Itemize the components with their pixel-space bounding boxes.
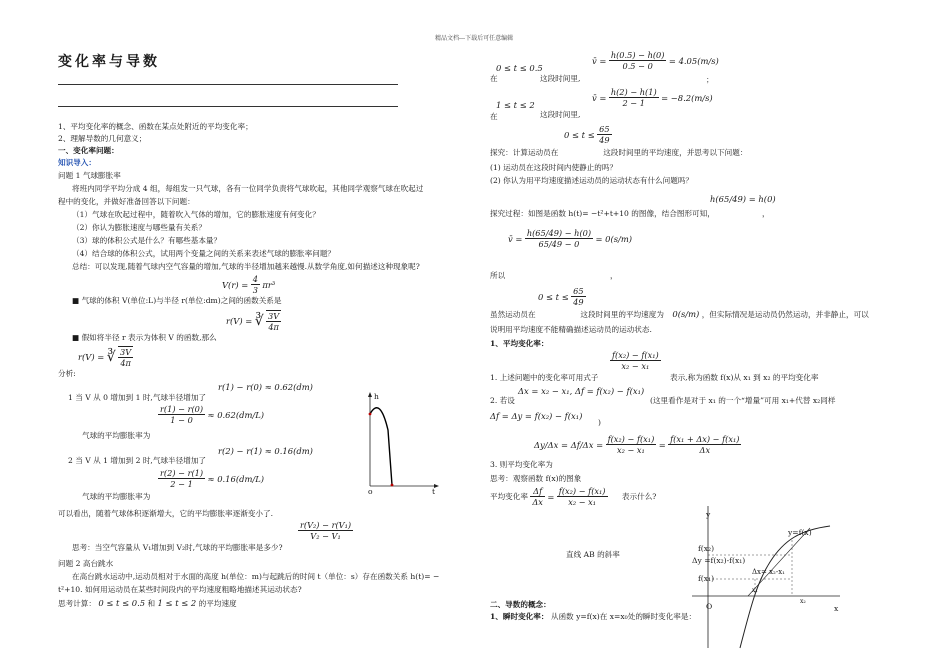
def-2-close: ) [598, 418, 601, 427]
def-3-formula [534, 434, 741, 456]
title-rule-2 [58, 106, 398, 107]
r-period-2: 这段时间里, [540, 110, 581, 119]
vbar-formula [508, 228, 632, 250]
explore-process: 探究过程：如图是函数 h(t)= −t²+t+10 的图像，结合图形可知， [490, 209, 715, 218]
velocity-2-fraction [609, 87, 659, 109]
instant-tail: 从函数 y=f(x)在 x=x₀处的瞬时变化率是： [550, 612, 697, 621]
so-comma: ， [610, 271, 618, 280]
though-range-fraction [571, 286, 585, 308]
radius-formula-2-fraction [118, 346, 133, 369]
section-heading-1: 一、变化率问题： [58, 146, 119, 155]
fraction-numerator: 65 [573, 286, 584, 296]
fraction-numerator: f(x₂) − f(x₁) [558, 486, 606, 496]
radius-formula-fraction [266, 310, 281, 333]
volume-formula-tail: πr³ [262, 279, 276, 290]
fig-label-fx1: f(x₁) [698, 574, 715, 583]
analysis-step-1-rate: 气球的平均膨胀率为 [82, 431, 151, 440]
vbar-lhs: v̄ = [508, 233, 523, 244]
r-range-2: 1 ≤ t ≤ 2 [496, 100, 535, 110]
avg-rate-fraction [557, 486, 608, 508]
fig-secant [748, 528, 810, 596]
problem-1-line-1: 将班内同学平均分成 4 组，每组发一只气球，各有一位同学负责将气球吹起，其他同学观察气球在吹起过 [72, 184, 424, 193]
though-range [538, 286, 586, 308]
fraction-denominator: 49 [599, 135, 610, 146]
problem-1-title: 问题 1 气球膨胀率 [58, 171, 121, 180]
def-1-pre: 1. 上述问题中的变化率可用式子 [490, 373, 599, 382]
def-2-tail: (这里看作是对于 x₁ 的一个“增量”可用 x₁+代替 x₂同样 [650, 396, 836, 405]
avg-rate-dfdx [530, 486, 545, 508]
volume-formula-lhs: V(r) = [222, 279, 249, 290]
fraction-numerator: h(2) − h(1) [610, 87, 657, 97]
fig-label-fx2: f(x₂) [698, 544, 715, 553]
radius-formula [226, 310, 281, 333]
def-3-label: 3. 则平均变化率为 [490, 460, 553, 469]
fraction-denominator: 3 [252, 285, 258, 296]
graph-point-start [369, 413, 372, 416]
velocity-1-lhs: v̄ = [592, 55, 607, 66]
question-1: （1）气球在吹起过程中，随着吹入气体的增加，它的膨胀速度有何变化？ [72, 210, 320, 219]
r-range-3-fraction [597, 124, 611, 146]
section-derivative: 二、导数的概念： [490, 600, 551, 609]
fraction-numerator: f(x₂) − f(x₁) [607, 434, 655, 444]
r-range-1: 0 ≤ t ≤ 0.5 [496, 63, 543, 73]
fraction-denominator: x₂ − x₁ [568, 497, 597, 508]
r-in-2: 在 [490, 112, 498, 121]
think-calc-line [58, 598, 237, 609]
def-2-expr: Δx = x₂ − x₁, Δf = f(x₂) − f(x₁) [518, 386, 645, 396]
def-3-equals: = [658, 439, 666, 450]
fig-label-dx: Δx= x₂-x₁ [752, 568, 785, 576]
graph-point-end [391, 484, 394, 487]
page-title: 变化率与导数 [58, 54, 160, 70]
vbar-fraction [525, 228, 593, 250]
analysis-step-2-expr: r(2) − r(1) ≈ 0.16(dm) [218, 446, 313, 456]
fraction-numerator: r(V₂) − r(V₁) [300, 520, 352, 530]
fraction-numerator: h(65/49) − h(0) [526, 228, 592, 238]
volume-formula-fraction [251, 274, 260, 296]
volume-formula [222, 274, 275, 296]
jump-height-graph [362, 390, 442, 500]
avg-rate-label: 平均变化率 [490, 492, 528, 501]
fraction-numerator: f(x₂) − f(x₁) [612, 350, 659, 360]
radius-formula-2 [78, 346, 133, 369]
def-2-pre: 2. 若设 [490, 396, 515, 405]
fraction-denominator: 2 − 1 [622, 98, 645, 109]
fraction-denominator: 0.5 − 0 [622, 61, 653, 72]
fraction-numerator: f(x₁ + Δx) − f(x₁) [670, 434, 740, 444]
question-2: （2）你认为膨胀速度与哪些量有关系？ [72, 223, 206, 232]
fraction-numerator: r(1) − r(0) [160, 404, 204, 414]
graph-curve [370, 408, 392, 485]
vbar-value: = 0(s/m) [595, 233, 633, 244]
def-3-right-fraction [668, 434, 741, 456]
bullet-radius-function: ■ 假如将半径 r 表示为体积 V 的函数,那么 [72, 333, 217, 342]
r-in-1: 在 [490, 74, 498, 83]
radius-formula-lhs: r(V) = [226, 316, 253, 326]
rate-1-value: ≈ 0.62(dm/L) [207, 409, 265, 420]
problem-2-line-2: t²+10. 如何用运动员在某些时间段内的平均速度粗略地描述其运动状态? [58, 585, 302, 594]
problem-2-title: 问题 2 高台跳水 [58, 559, 114, 568]
intro-label: 知识导入： [58, 158, 96, 167]
graph-label-o: o [368, 487, 373, 496]
explore-question-1: (1) 运动员在这段时间内使静止的吗？ [490, 163, 618, 172]
def-3-lhs: Δy/Δx = Δf/Δx = [534, 439, 604, 450]
summary-text: 总结：可以发现,随着气球内空气容量的增加,气球的半径增加越来越慢.从数学角度,如何描述这种现象呢? [72, 262, 420, 271]
avg-rate-equals: = [547, 491, 555, 502]
graph-label-h: h [374, 392, 379, 401]
avg-rate-line [490, 486, 656, 508]
def-1-tail: 表示,称为函数 f(x)从 x₁ 到 x₂ 的平均变化率 [670, 373, 819, 382]
cube-root-icon: ∛ [254, 312, 264, 329]
velocity-1-formula [592, 50, 719, 72]
r-range-3 [564, 124, 612, 146]
observation-text: 可以看出，随着气球体积逐渐增大，它的平均膨胀率逐渐变小了. [58, 509, 274, 518]
graph-label-t: t [432, 487, 436, 496]
fraction-denominator: 2 − 1 [170, 479, 193, 490]
think-calc-range-2: 1 ≤ t ≤ 2 [157, 598, 197, 608]
rate-2-value: ≈ 0.16(dm/L) [207, 473, 265, 484]
problem-2-line-1: 在高台跳水运动中,运动员相对于水面的高度 h(单位：m)与起跳后的时间 t（单位：s）存在函数关系 h(t)= − [72, 572, 440, 581]
r-semicolon: ； [706, 75, 714, 84]
avg-rate-what: 表示什么? [621, 492, 657, 501]
bullet-volume-relation: ■ 气球的体积 V(单位:L)与半径 r(单位:dm)之间的函数关系是 [72, 296, 282, 305]
fig-label-x2: x₂ [800, 598, 806, 605]
think-calc-tail: 的平均速度 [198, 599, 237, 608]
slope-text: 直线 AB 的斜率 [566, 550, 620, 559]
explore-line [490, 148, 747, 157]
instant-label: 1、瞬时变化率： [490, 612, 549, 621]
r-range-3-pre: 0 ≤ t ≤ [564, 129, 595, 140]
think-calc-label: 思考计算： [58, 599, 96, 608]
fig-label-x1: x₁ [752, 587, 758, 594]
objective-1: 1、平均变化率的概念、函数在某点处附近的平均变化率； [58, 122, 253, 131]
though-mid: 这段时间里的平均速度为 [580, 310, 664, 319]
fraction-denominator: 4π [120, 358, 131, 369]
fraction-denominator: Δx [699, 445, 711, 456]
question-4: （4）结合球的体积公式，试用两个变量之间的关系来表述气球的膨胀率问题？ [72, 249, 336, 258]
fraction-numerator: 3V [120, 347, 132, 357]
fraction-numerator: 65 [599, 124, 610, 134]
instant-line [490, 612, 696, 621]
analysis-step-1: 1 当 V 从 0 增加到 1 时,气球半径增加了 [68, 393, 207, 402]
explore-question-2: (2) 你认为用平均速度描述运动员的运动状态有什么问题吗？ [490, 176, 694, 185]
fig-label-y: y [706, 510, 711, 519]
title-rule-1 [58, 84, 398, 85]
fraction-denominator: x₂ − x₁ [621, 361, 650, 372]
def-1-fraction [610, 350, 661, 372]
analysis-step-1-expr: r(1) − r(0) ≈ 0.62(dm) [218, 382, 313, 392]
h-equality: h(65/49) = h(0) [710, 194, 776, 204]
fraction-denominator: x₂ − x₁ [616, 445, 645, 456]
zero-speed: 0(s/m) [672, 309, 700, 319]
though-tail: ，但实际情况是运动员仍然运动，并非静止，可以 [701, 310, 869, 319]
graph-h-arrow [368, 392, 372, 397]
analysis-label: 分析: [58, 369, 76, 378]
analysis-step-2: 2 当 V 从 1 增加到 2 时,气球半径增加了 [68, 456, 207, 465]
explore-tail: 这段时间里的平均速度，并思考以下问题： [603, 148, 748, 157]
fraction-denominator: Δx [532, 497, 543, 508]
def-1-frac [610, 350, 661, 372]
question-3: （3）球的体积公式是什么？有哪些基本量？ [72, 236, 222, 245]
rate-2-fraction [158, 468, 205, 490]
so-label: 所以 [490, 271, 506, 280]
velocity-1-fraction [609, 50, 667, 72]
velocity-2-lhs: v̄ = [592, 92, 607, 103]
think-calc-range-1: 0 ≤ t ≤ 0.5 [98, 598, 146, 608]
def-2-expr-2: Δf = Δy = f(x₂) − f(x₁) [490, 411, 583, 421]
explore-pre: 探究：计算运动员在 [490, 148, 559, 157]
fraction-denominator: 65/49 − 0 [538, 239, 580, 250]
velocity-2-formula [592, 87, 713, 109]
r-period-1: 这段时间里, [540, 74, 581, 83]
think-calc-and: 和 [147, 599, 156, 608]
fraction-denominator: 49 [573, 297, 584, 308]
fraction-denominator: 1 − 0 [170, 415, 193, 426]
page-header: 精品文档---下载后可任意编辑 [435, 35, 514, 42]
cube-root-icon: ∛ [106, 348, 116, 365]
velocity-1-value: = 4.05(m/s) [668, 55, 719, 66]
conclusion-text: 说明用平均速度不能精确描述运动员的运动状态. [490, 325, 652, 334]
process-comma: ， [762, 209, 770, 218]
problem-1-line-2: 程中的变化，并做好准备回答以下问题： [58, 197, 195, 206]
fraction-denominator: V₂ − V₁ [310, 531, 341, 542]
think-question: 思考：当空气容量从 V₁增加到 V₂时,气球的平均膨胀率是多少? [72, 543, 283, 552]
section-avg-rate: 1、平均变化率： [490, 339, 549, 348]
avg-rate-v-fraction [298, 520, 353, 542]
avg-rate-v-formula [298, 520, 353, 542]
though-pre: 虽然运动员在 [490, 310, 536, 319]
fig-label-o: O [706, 602, 713, 611]
fraction-numerator: r(2) − r(1) [160, 468, 204, 478]
velocity-2-value: = −8.2(m/s) [661, 92, 713, 103]
think-graph: 思考：观察函数 f(x)的图象 [490, 474, 582, 483]
fraction-numerator: Δf [530, 486, 545, 497]
fig-label-dy: Δy =f(x₂)-f(x₁) [692, 556, 746, 565]
analysis-step-2-rate: 气球的平均膨胀率为 [82, 492, 151, 501]
analysis-step-1-rate-formula [158, 404, 264, 426]
fig-label-x: x [834, 604, 839, 613]
fraction-numerator: 4 [252, 274, 258, 284]
rate-1-fraction [158, 404, 205, 426]
fraction-numerator: 3V [268, 311, 280, 321]
fraction-numerator: h(0.5) − h(0) [610, 50, 665, 60]
fraction-denominator: 4π [268, 322, 279, 333]
though-range-pre: 0 ≤ t ≤ [538, 291, 569, 302]
fig-label-fx: y=f(x) [788, 528, 812, 537]
though-line [490, 309, 869, 320]
analysis-step-2-rate-formula [158, 468, 264, 490]
radius-formula-2-lhs: r(V) = [78, 352, 105, 362]
objective-2: 2、理解导数的几何意义； [58, 134, 147, 143]
def-3-mid-fraction [606, 434, 657, 456]
